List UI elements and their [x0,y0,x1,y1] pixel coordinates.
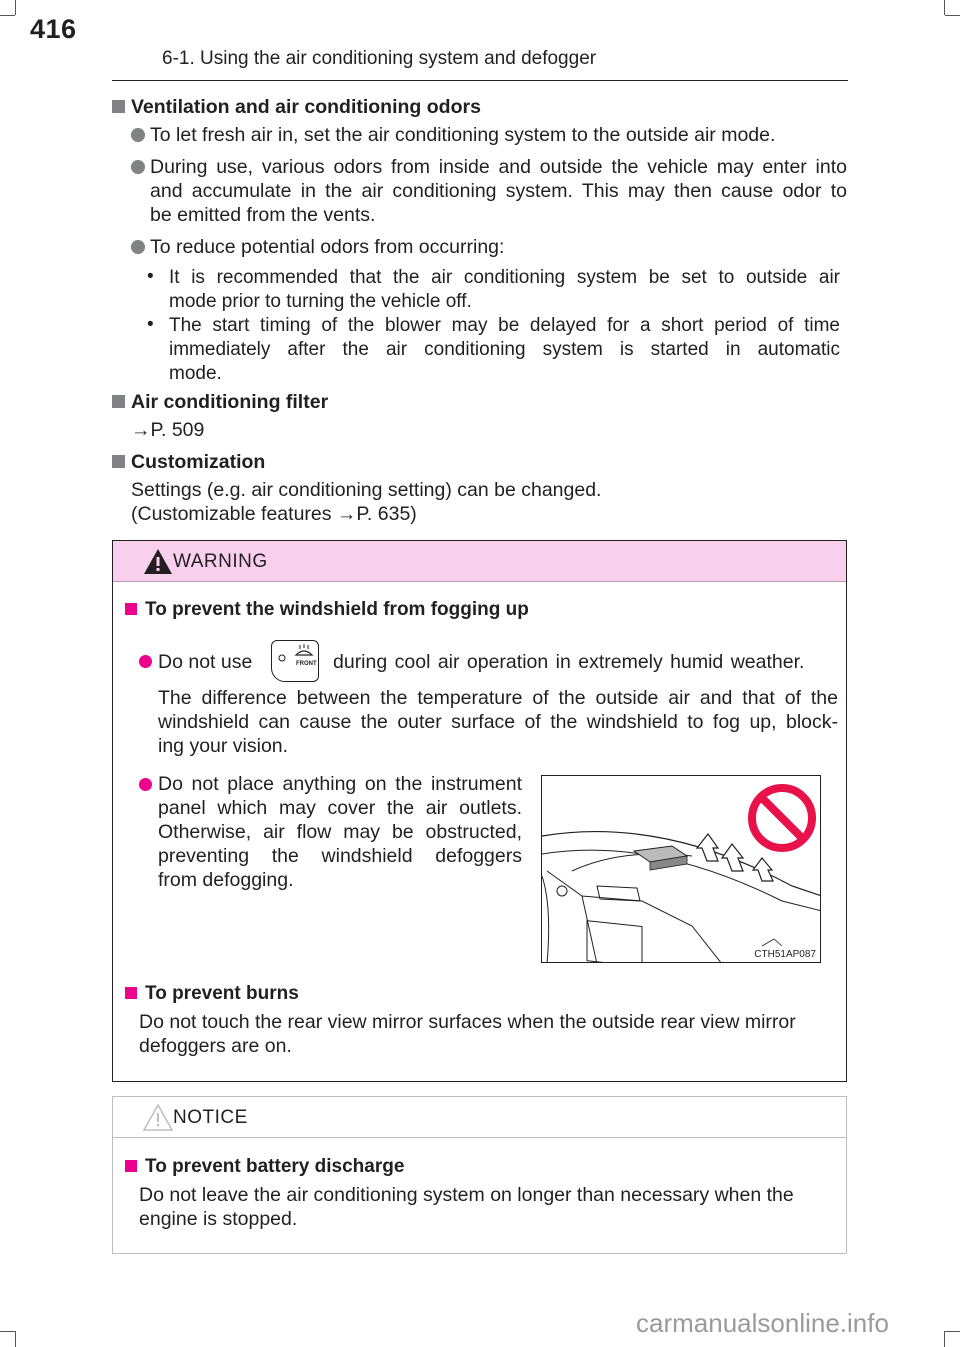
figure-code: CTH51AP087 [754,949,816,960]
text-line: be emitted from the vents. [150,204,376,226]
fog-bullet-pre: Do not use [158,651,253,673]
bullet-dot-icon [139,655,152,668]
text-line: and accumulate in the air conditioning system. This may then cause odor to [150,180,847,202]
customization-line-1: Settings (e.g. air conditioning setting) can be changed. [131,479,602,501]
odors-heading [112,95,481,119]
odors-bullet-1: To let fresh air in, set the air conditioning system to the outside air mode. [150,124,776,146]
crop-mark [945,1331,960,1332]
text-line: mode. [169,363,222,384]
filter-heading [112,390,328,414]
sub-bullet-icon: • [147,266,154,287]
square-bullet-icon [112,395,125,408]
filter-heading-text: Air conditioning filter [131,391,329,413]
battery-heading-text: To prevent battery discharge [145,1156,405,1177]
odors-heading-text: Ventilation and air conditioning odors [131,96,481,118]
text-line: Otherwise, air flow may be obstructed, [158,821,522,843]
burns-heading-text: To prevent burns [145,983,299,1004]
odors-sub-2 [169,314,840,386]
fog-heading-text: To prevent the windshield from fogging up [145,599,529,620]
text-line: engine is stopped. [139,1208,298,1230]
battery-text [139,1183,834,1231]
text-line: immediately after the air conditioning system is started in automatic [169,339,840,360]
bullet-dot-icon [139,778,152,791]
front-button-label: FRONT [296,661,317,667]
square-bullet-icon [125,987,137,999]
fog-detail [158,686,838,758]
square-bullet-icon [112,100,125,113]
sub-bullet-icon: • [147,314,154,335]
customization-link[interactable]: (Customizable features →P. 635) [131,503,417,525]
text-line: Do not place anything on the instrument [158,773,522,795]
square-bullet-icon [125,1160,137,1172]
front-defogger-button-icon [271,640,319,682]
section-title: 6-1. Using the air conditioning system and defogger [162,48,597,69]
notice-triangle-icon [143,1103,173,1131]
text-line: from defogging. [158,869,294,891]
text-line: windshield can cause the outer surface of the windshield to fog up, block- [158,711,838,733]
text-line: During use, various odors from inside and outside the vehicle may enter into [150,156,847,178]
customization-heading [112,450,265,474]
text-line: mode prior to turning the vehicle off. [169,291,472,312]
watermark: carmanualsonline.info [636,1308,889,1338]
text-line: ing your vision. [158,735,289,757]
dashboard-drawing [542,776,821,963]
text-line: defoggers are on. [139,1035,292,1057]
crop-mark [0,1331,15,1332]
dashboard-illustration [541,775,821,963]
bullet-dot-icon [131,128,145,142]
odors-bullet-3: To reduce potential odors from occurring: [150,236,505,258]
text-line: The difference between the temperature of the outside air and that of the [158,687,838,709]
burns-text [139,1010,834,1058]
bullet-dot-icon [131,160,145,174]
text-line: Do not leave the air conditioning system on longer than necessary when the [139,1184,794,1206]
text-line: The start timing of the blower may be delayed for a short period of time [169,315,840,336]
fog-heading [125,598,529,622]
page-number: 416 [30,14,77,44]
text-line: preventing the windshield defoggers [158,845,522,867]
page-header [0,0,960,80]
odors-bullet-2 [150,155,847,227]
crop-mark [15,1331,16,1347]
text-line: It is recommended that the air conditioning system be set to outside air [169,267,840,288]
square-bullet-icon [125,603,137,615]
fog-bullet-post: during cool air operation in extremely humid weather. [333,651,805,673]
panel-bullet [158,772,522,892]
filter-reference-link[interactable]: →P. 509 [131,419,205,441]
battery-heading [125,1155,404,1179]
warning-triangle-icon [143,547,173,575]
square-bullet-icon [112,455,125,468]
notice-header [113,1097,846,1138]
bullet-dot-icon [131,240,145,254]
header-rule [112,80,848,81]
customization-heading-text: Customization [131,451,266,473]
odors-sub-1 [169,266,840,314]
warning-label: WARNING [173,551,268,572]
text-line: Do not touch the rear view mirror surfaces when the outside rear view mirror [139,1011,796,1033]
text-line: panel which may cover the air outlets. [158,797,522,819]
crop-mark [944,1331,945,1347]
warning-header [113,541,846,582]
burns-heading [125,982,299,1006]
notice-label: NOTICE [173,1107,248,1128]
